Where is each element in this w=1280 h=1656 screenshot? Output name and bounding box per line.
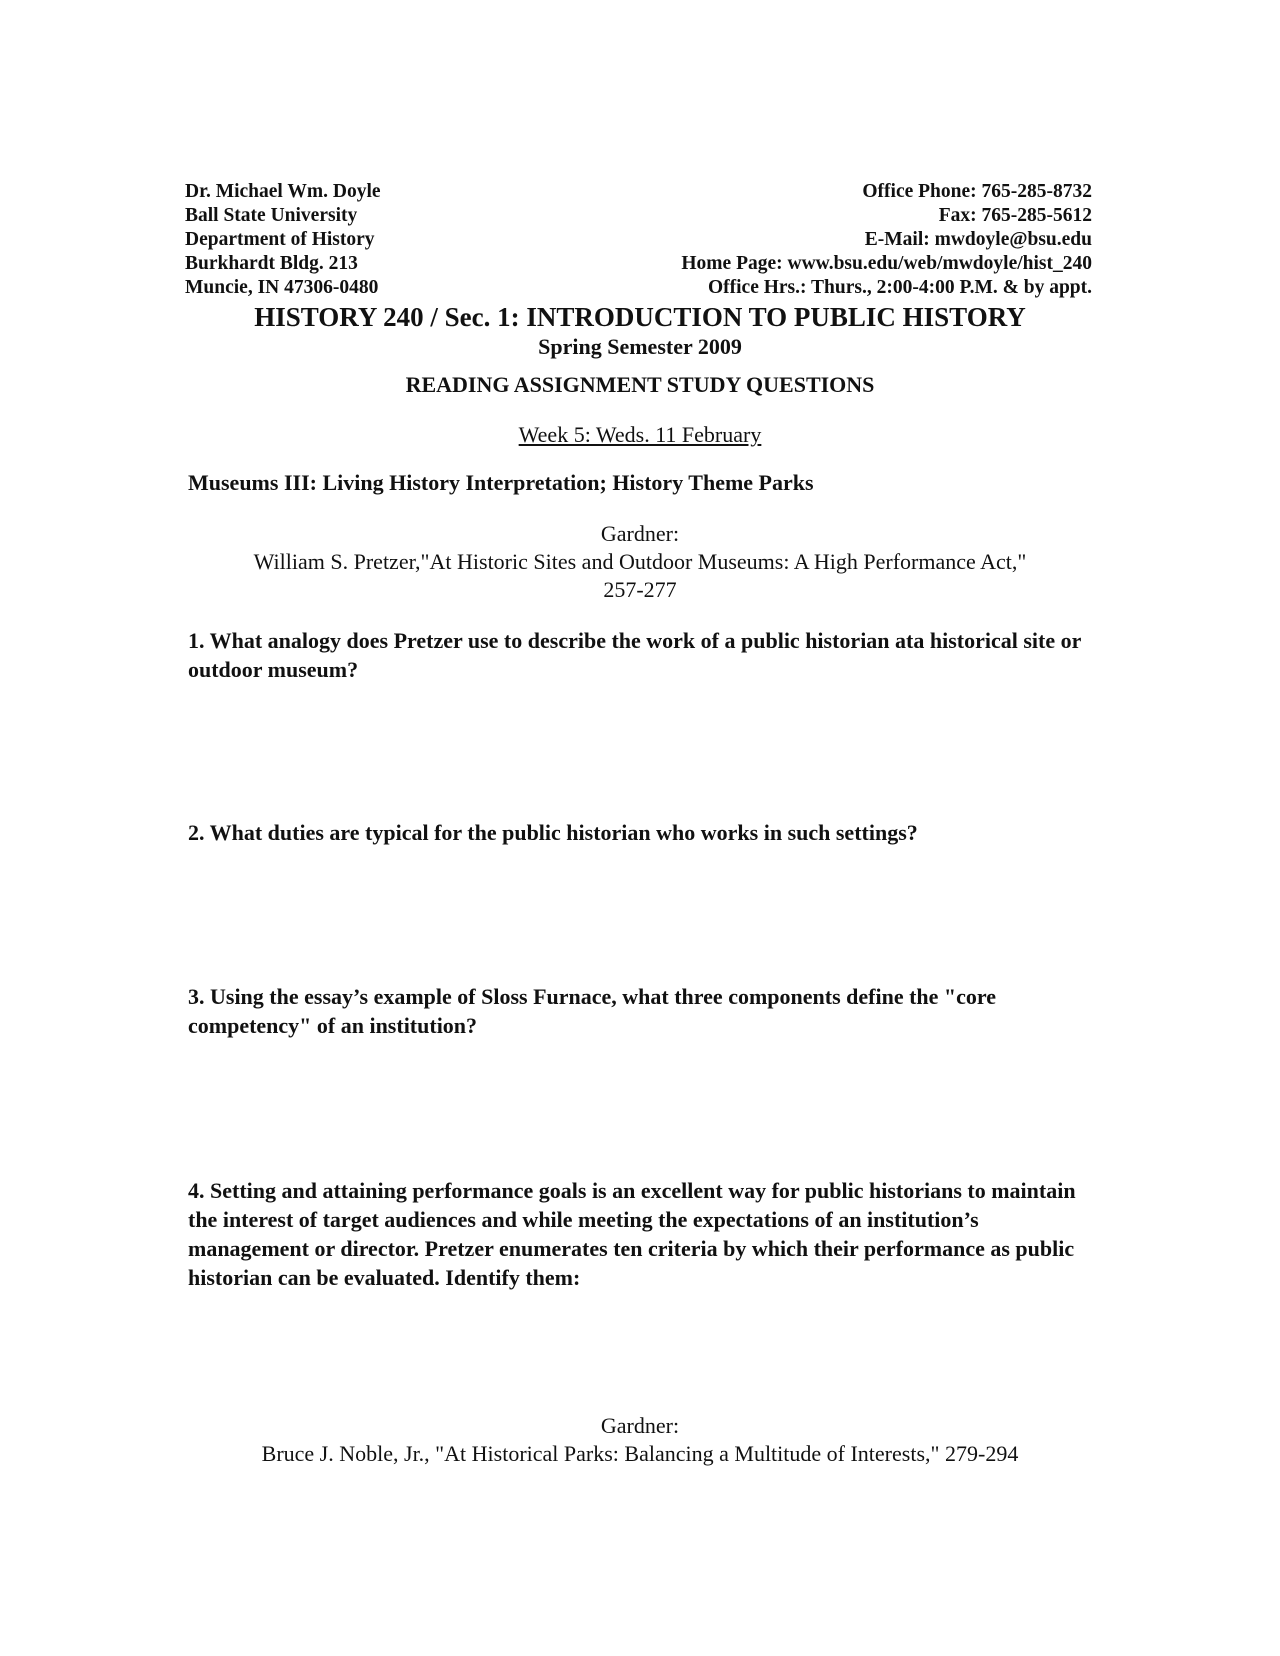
university-name: Ball State University [185,205,358,226]
reading-title: William S. Pretzer,"At Historic Sites and Outdoor Museums: A High Performance Act," [253,549,1027,574]
city-zip: Muncie, IN 47306-0480 [185,277,379,298]
email-address: E-Mail: mwdoyle@bsu.edu [864,229,1092,250]
week-heading [0,422,1280,448]
study-question-2: 2. What duties are typical for the public historian who works in such settings? [188,820,918,845]
reading-source: Gardner: [600,1413,680,1438]
semester: Spring Semester 2009 [538,334,742,359]
home-page-url: Home Page: www.bsu.edu/web/mwdoyle/hist_240 [681,253,1092,274]
study-question-1: 1. What analogy does Pretzer use to describe the work of a public historian ata historical site or outdoor museum? [188,628,1081,682]
instructor-name: Dr. Michael Wm. Doyle [185,181,381,202]
course-title: HISTORY 240 / Sec. 1: INTRODUCTION TO PUBLIC HISTORY [254,302,1026,332]
document-subtitle: READING ASSIGNMENT STUDY QUESTIONS [405,372,875,397]
fax-number: Fax: 765-285-5612 [938,205,1092,226]
study-question-4: 4. Setting and attaining performance goals is an excellent way for public historians to maintain the interest of target audiences and while meeting the expectations of an institution’s management or director. Pretzer enumerates ten criteria by which their performance as public historian can be evaluated. Identify them: [188,1178,1076,1290]
reading-title: Bruce J. Noble, Jr., "At Historical Parks: Balancing a Multitude of Interests," 279-294 [261,1441,1019,1466]
building-room: Burkhardt Bldg. 213 [185,253,358,274]
reading-source: Gardner: [600,521,680,546]
instructor-address-block [185,180,381,300]
office-phone: Office Phone: 765-285-8732 [862,181,1092,202]
week-label: Week 5: Weds. 11 February [518,422,762,447]
reading-pages: 257-277 [603,577,677,602]
department-name: Department of History [185,229,375,250]
office-hours: Office Hrs.: Thurs., 2:00-4:00 P.M. & by appt. [707,277,1092,298]
topic-heading: Museums III: Living History Interpretation; History Theme Parks [188,470,814,495]
instructor-contact-block [681,180,1092,300]
reading-citation-1 [0,520,1280,604]
study-question-3: 3. Using the essay’s example of Sloss Furnace, what three components define the "core competency" of an institution? [188,984,997,1038]
reading-citation-2 [0,1412,1280,1468]
